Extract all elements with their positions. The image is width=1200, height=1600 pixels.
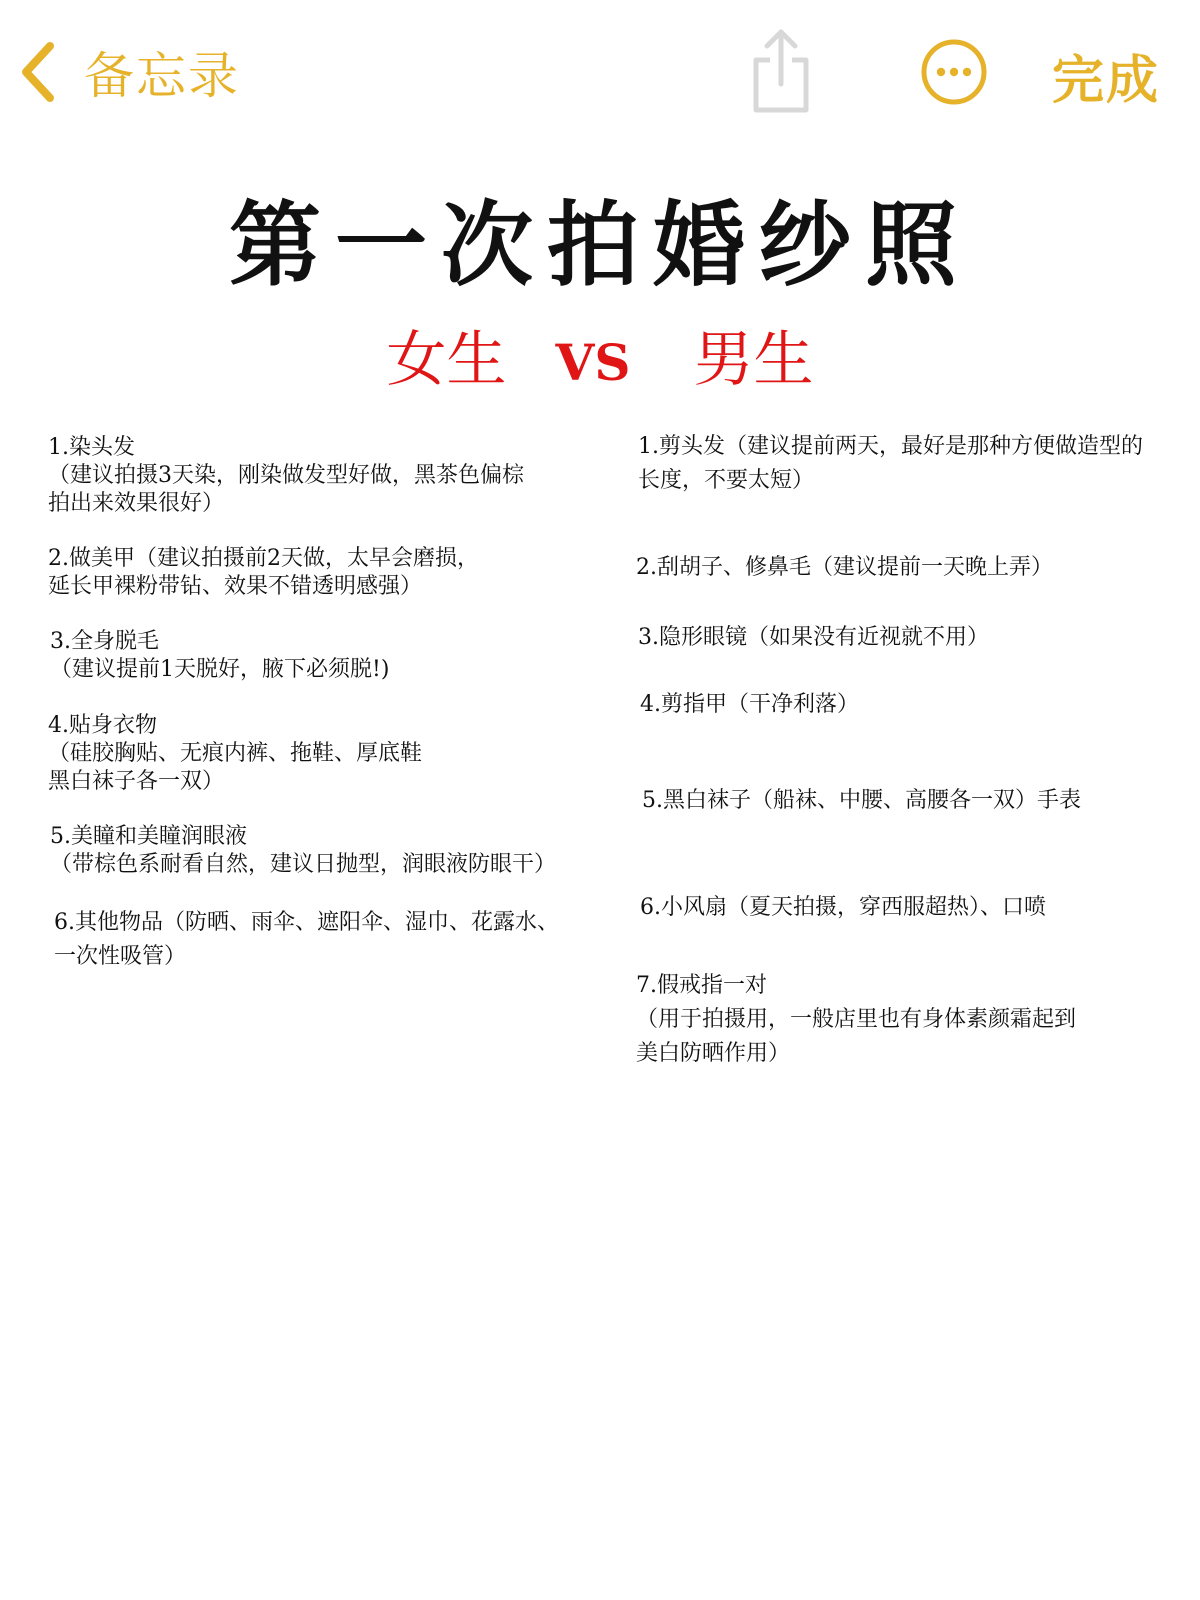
subtitle-female: 女生 [386, 325, 507, 395]
item-detail: 美白防晒作用） [636, 1041, 791, 1066]
male-item [640, 691, 1200, 719]
share-button[interactable] [748, 26, 814, 114]
item-heading: 3.全身脱毛 [50, 629, 159, 654]
item-detail: （用于拍摄用，一般店里也有身体素颜霜起到 [636, 1007, 1077, 1032]
item-heading: 6.其他物品（防晒、雨伞、遮阳伞、湿巾、花露水、 [54, 910, 559, 935]
female-item [54, 906, 614, 974]
item-detail: 黑白袜子各一双） [48, 769, 225, 794]
male-item [640, 894, 1200, 922]
item-heading: 2.刮胡子、修鼻毛（建议提前一天晚上弄） [636, 555, 1053, 580]
item-heading: 3.隐形眼镜（如果没有近视就不用） [638, 625, 989, 650]
item-detail: （硅胶胸贴、无痕内裤、拖鞋、厚底鞋 [48, 741, 423, 766]
item-detail: （建议拍摄3天染，刚染做发型好做，黑茶色偏棕 [48, 463, 524, 488]
share-icon [748, 26, 814, 114]
more-icon [920, 38, 988, 106]
back-label: 备忘录 [84, 47, 240, 105]
subtitle-vs: VS [555, 333, 631, 392]
item-detail: 一次性吸管） [54, 944, 187, 969]
item-heading: 1.剪头发（建议提前两天，最好是那种方便做造型的 [638, 434, 1143, 459]
female-item [48, 434, 608, 518]
navigation-bar [0, 0, 1200, 150]
back-button[interactable] [18, 36, 240, 108]
note-title: 第一次拍婚纱照 [228, 192, 971, 299]
item-detail: （带棕色系耐看自然，建议日抛型，润眼液防眼干） [50, 852, 557, 877]
male-item [638, 430, 1198, 498]
item-heading: 5.黑白袜子（船袜、中腰、高腰各一双）手表 [642, 788, 1081, 813]
item-detail: 长度，不要太短） [638, 468, 815, 493]
female-item [48, 545, 608, 601]
item-heading: 6.小风扇（夏天拍摄，穿西服超热）、口喷 [640, 895, 1046, 920]
male-item [636, 969, 1196, 1071]
male-item [638, 624, 1198, 652]
done-button[interactable]: 完成 [1052, 51, 1161, 111]
female-item [50, 823, 610, 879]
item-heading: 1.染头发 [48, 435, 135, 460]
male-item [642, 787, 1200, 815]
item-detail: 拍出来效果很好） [48, 491, 225, 516]
item-heading: 2.做美甲（建议拍摄前2天做，太早会磨损， [48, 546, 479, 571]
female-item [48, 712, 608, 796]
chevron-left-icon [18, 40, 58, 104]
note-subtitle [0, 312, 1200, 398]
male-item [636, 554, 1196, 582]
female-item [50, 628, 610, 684]
item-heading: 5.美瞳和美瞳润眼液 [50, 824, 247, 849]
item-detail: （建议提前1天脱好，腋下必须脱!) [50, 657, 390, 682]
item-heading: 4.剪指甲（干净利落） [640, 692, 859, 717]
item-heading: 7.假戒指一对 [636, 973, 767, 998]
subtitle-male: 男生 [693, 325, 814, 395]
item-heading: 4.贴身衣物 [48, 713, 157, 738]
item-detail: 延长甲裸粉带钻、效果不错透明感强） [48, 574, 423, 599]
more-button[interactable] [920, 38, 988, 106]
